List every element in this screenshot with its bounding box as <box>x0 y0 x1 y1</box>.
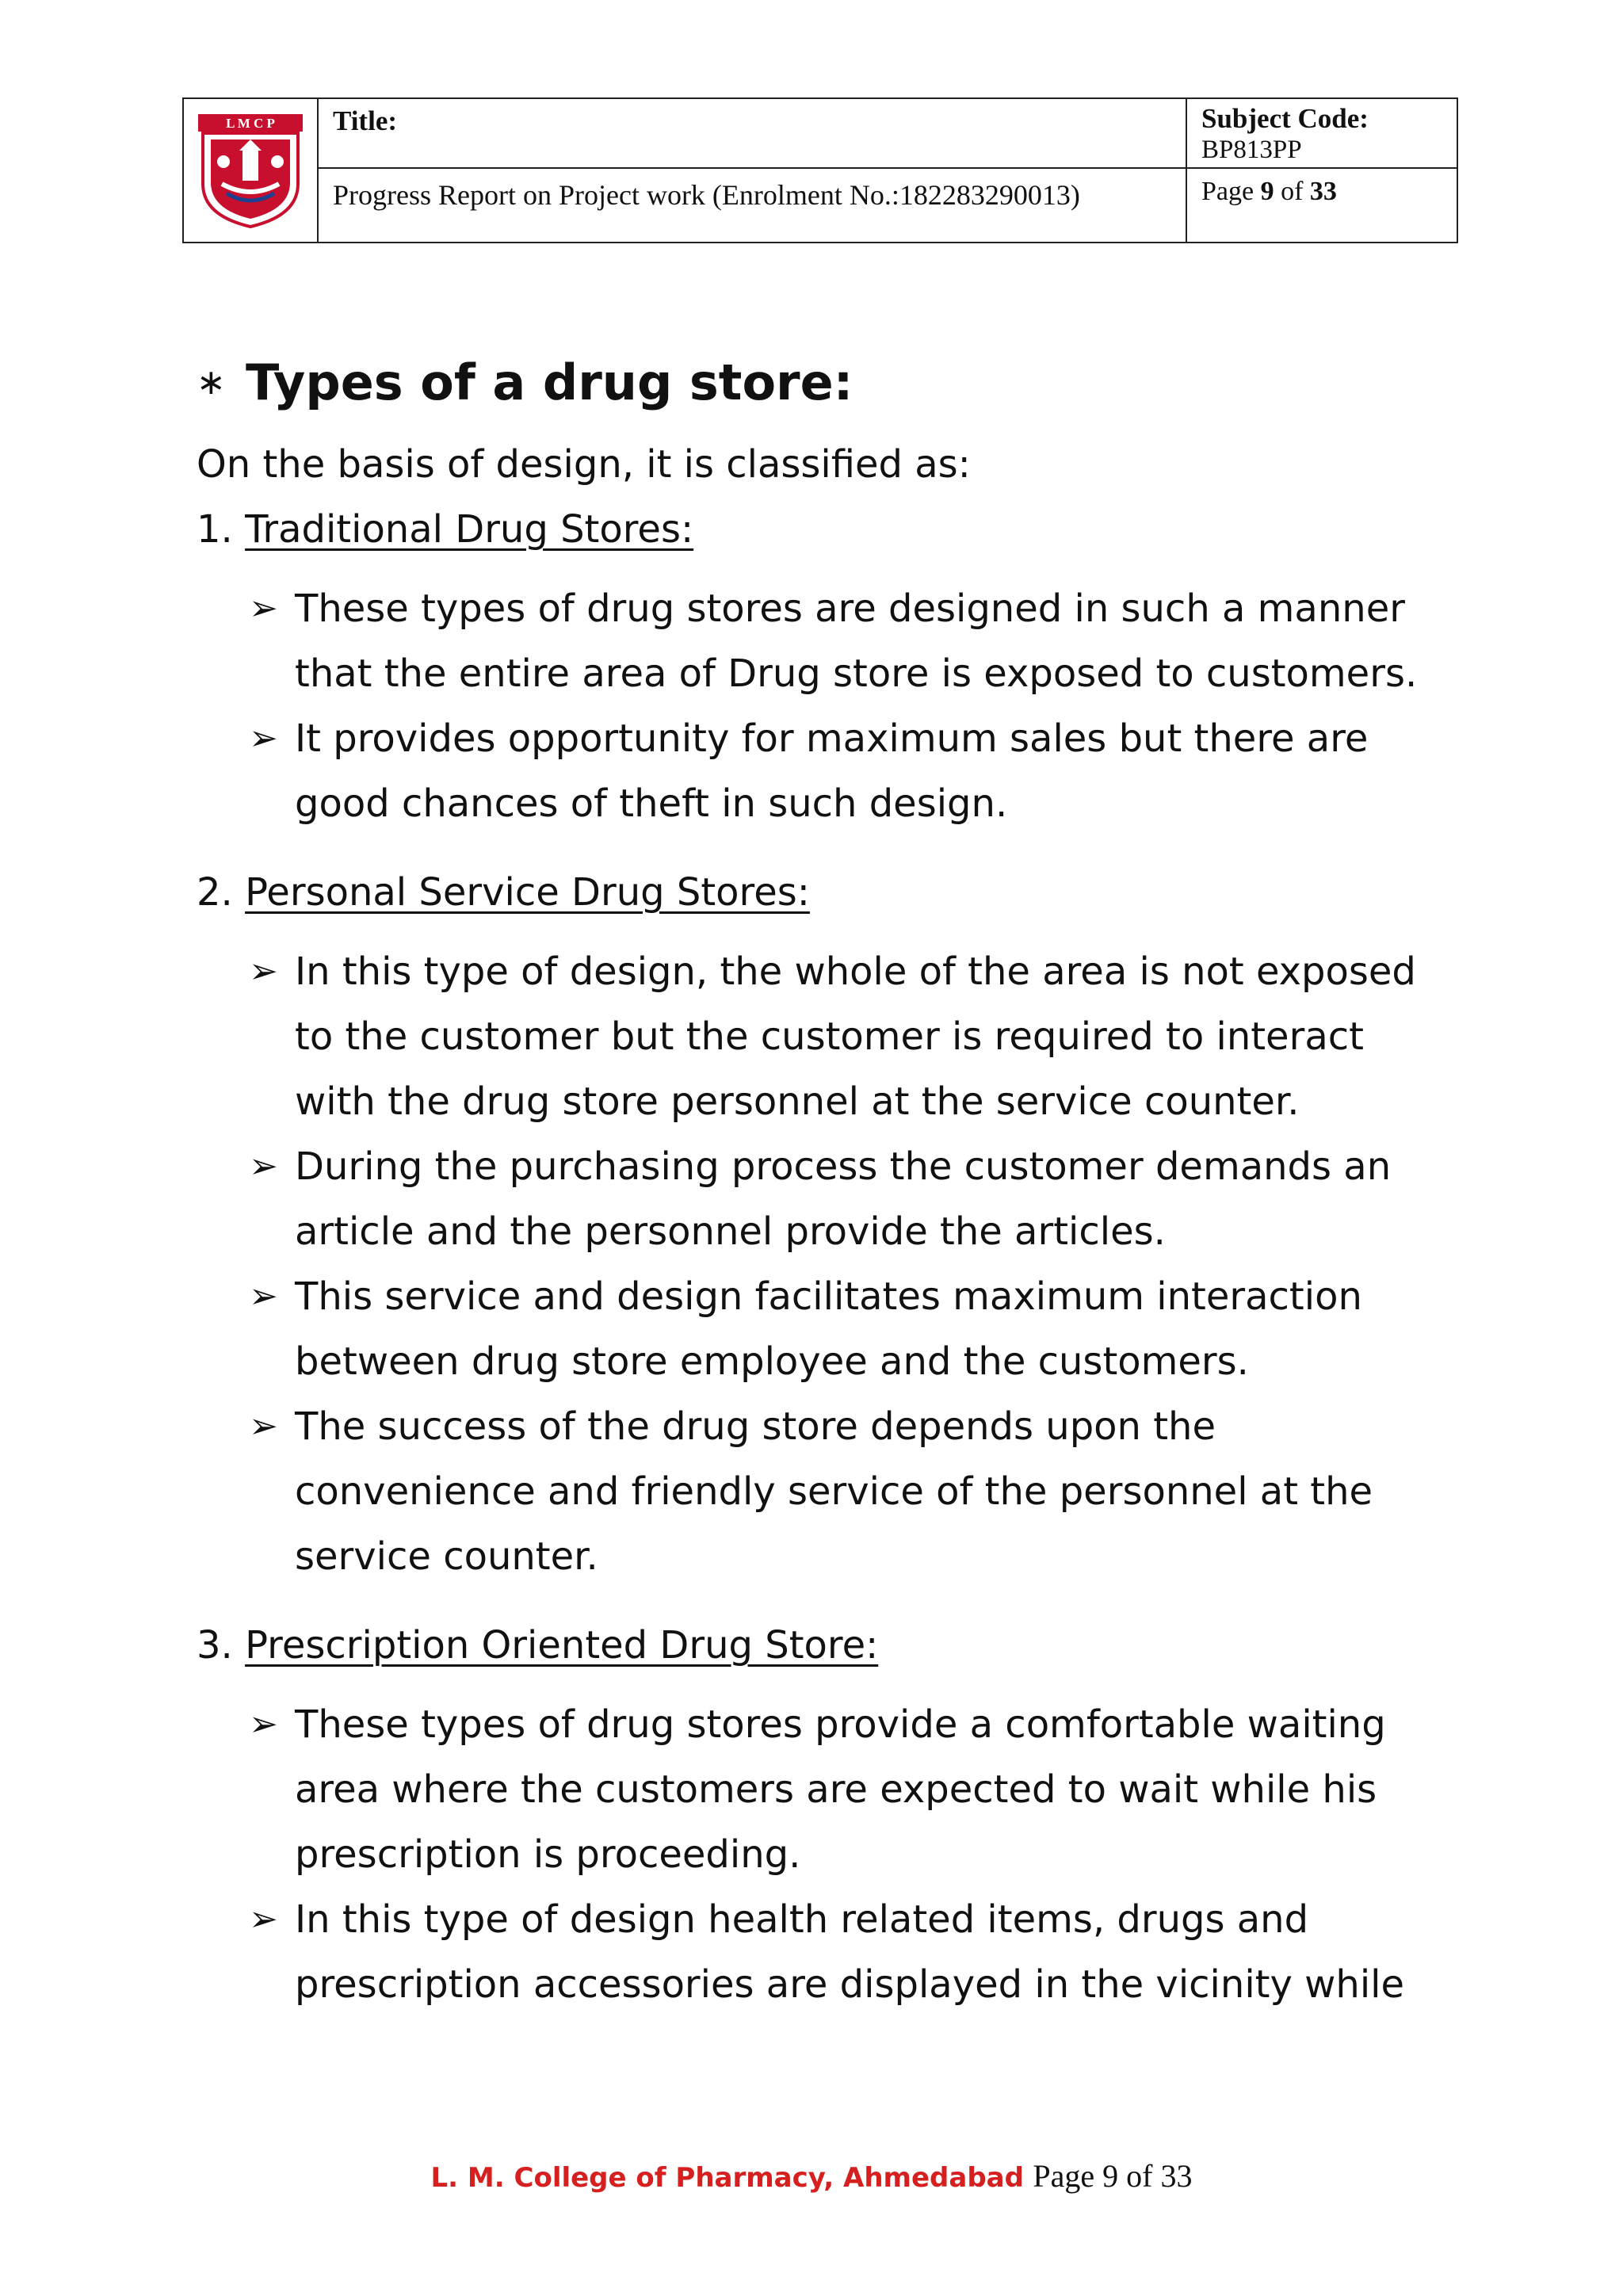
list-item-text: These types of drug stores provide a comfortable waiting area where the customers are expected to wait while his prescription is proceeding. <box>295 1702 1386 1877</box>
college-logo-cell <box>184 99 319 242</box>
subject-code-label: Subject Code: <box>1201 103 1369 134</box>
list-item-text: During the purchasing process the customer demands an article and the personnel provide the articles. <box>295 1144 1392 1254</box>
arrow-bullet-icon: ➢ <box>249 1276 278 1316</box>
title-label: Title: <box>319 99 1187 169</box>
list-item <box>197 939 1433 1134</box>
svg-text:L M C P: L M C P <box>226 116 275 131</box>
intro-paragraph: On the basis of design, it is classified as: <box>197 442 971 487</box>
lmcp-logo-icon <box>195 111 306 230</box>
asterisk-bullet-icon: ∗ <box>197 362 226 403</box>
list-item-text: In this type of design, the whole of the area is not exposed to the customer but the customer is required to interact with the drug store personnel at the service counter. <box>295 949 1416 1124</box>
header-page-indicator <box>1187 169 1457 242</box>
list-item-text: In this type of design health related items, drugs and prescription accessories are displayed in the vicinity while <box>295 1897 1405 2007</box>
arrow-bullet-icon: ➢ <box>249 1704 278 1744</box>
page-of: of <box>1281 177 1304 206</box>
page-content <box>197 345 1433 2041</box>
list-item-text: This service and design facilitates maximum interaction between drug store employee and the customers. <box>295 1274 1362 1384</box>
subsection-title <box>197 1613 1433 1678</box>
list-item <box>197 706 1433 836</box>
heading-text: Types of a drug store: <box>246 353 854 411</box>
page-number: 9 <box>1260 177 1274 206</box>
list-item-text: It provides opportunity for maximum sales but there are good chances of theft in such design. <box>295 716 1369 826</box>
subsection-number: 2. <box>197 870 233 915</box>
bullet-list <box>197 576 1433 836</box>
document-header <box>182 97 1458 243</box>
subsection-title-text: Traditional Drug Stores: <box>245 507 694 552</box>
page-footer <box>0 2157 1623 2195</box>
section-heading <box>197 345 1433 421</box>
list-item-text: The success of the drug store depends upon the convenience and friendly service of the personnel at the service counter. <box>295 1404 1373 1579</box>
arrow-bullet-icon: ➢ <box>249 1146 278 1186</box>
footer-page-indicator: Page 9 of 33 <box>1033 2158 1193 2194</box>
list-item <box>197 1134 1433 1264</box>
arrow-bullet-icon: ➢ <box>249 718 278 758</box>
page-prefix: Page <box>1201 177 1254 206</box>
subsection-number: 3. <box>197 1623 233 1668</box>
college-name: L. M. College of Pharmacy, Ahmedabad <box>430 2162 1024 2194</box>
arrow-bullet-icon: ➢ <box>249 951 278 991</box>
page-total: 33 <box>1309 177 1337 206</box>
subsection-title <box>197 860 1433 925</box>
bullet-list <box>197 939 1433 1589</box>
report-description: Progress Report on Project work (Enrolment No.:182283290013) <box>319 169 1187 242</box>
list-item-text: These types of drug stores are designed in such a manner that the entire area of Drug store is exposed to customers. <box>295 586 1418 696</box>
subject-code-value: BP813PP <box>1201 136 1302 164</box>
subject-code-cell <box>1187 99 1457 169</box>
bullet-list <box>197 1692 1433 2017</box>
list-item <box>197 1264 1433 1394</box>
subsection-title-text: Prescription Oriented Drug Store: <box>245 1623 879 1668</box>
subsection-title-text: Personal Service Drug Stores: <box>245 870 810 915</box>
list-item <box>197 576 1433 706</box>
list-item <box>197 1394 1433 1589</box>
subsection-number: 1. <box>197 507 233 552</box>
arrow-bullet-icon: ➢ <box>249 1899 278 1939</box>
list-item <box>197 1887 1433 2017</box>
subsection-title <box>197 497 1433 562</box>
arrow-bullet-icon: ➢ <box>249 588 278 628</box>
list-item <box>197 1692 1433 1887</box>
arrow-bullet-icon: ➢ <box>249 1406 278 1446</box>
